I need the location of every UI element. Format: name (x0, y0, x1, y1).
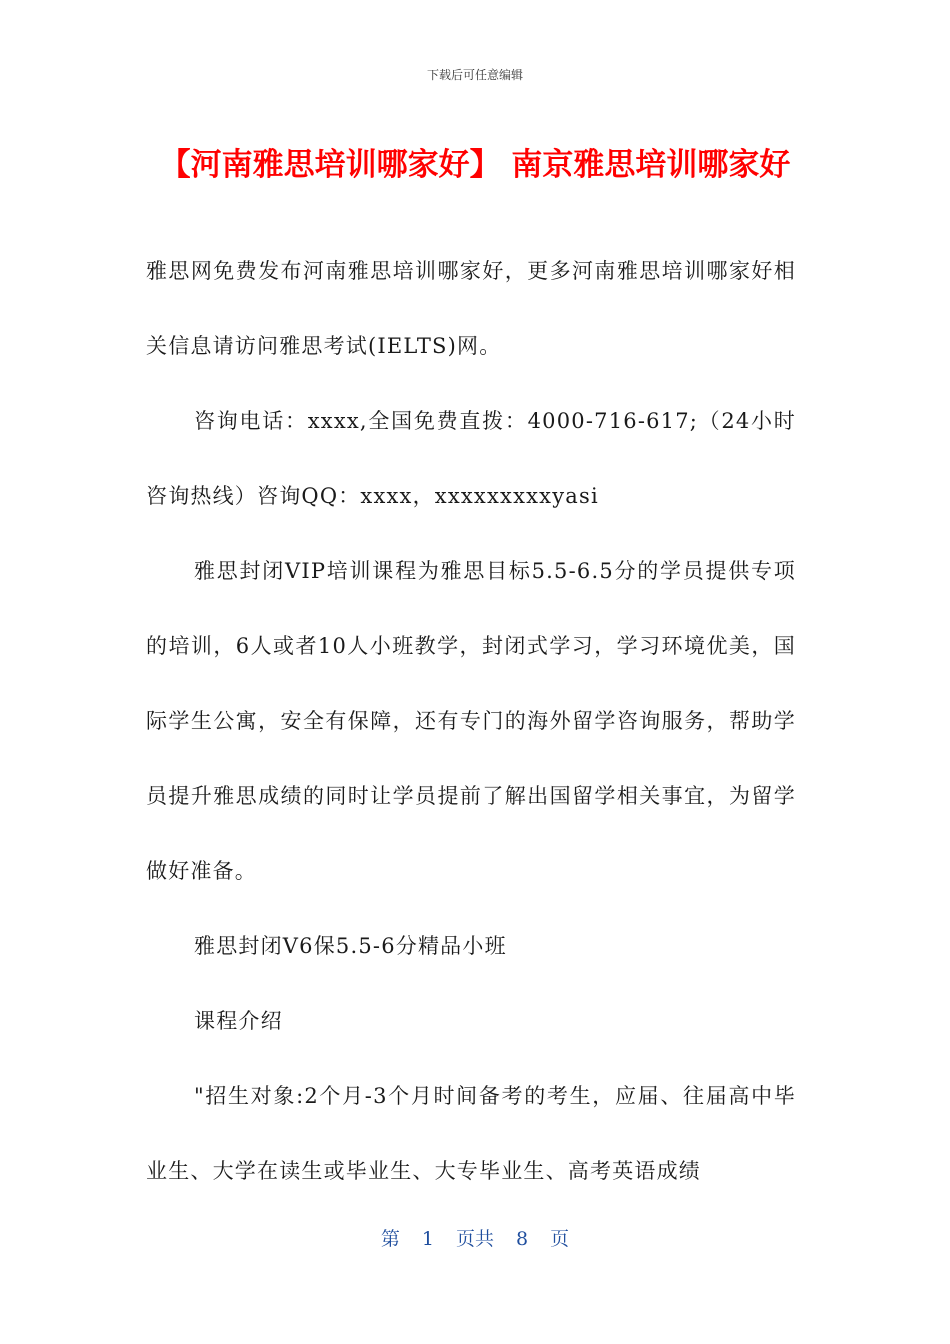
document-title: 【河南雅思培训哪家好】 南京雅思培训哪家好 (159, 147, 791, 183)
footer-middle: 页共 (455, 1228, 494, 1250)
paragraph-course-description: 雅思封闭VIP培训课程为雅思目标5.5-6.5分的学员提供专项的培训，6人或者10人小班教学，封闭式学习，学习环境优美，国际学生公寓，安全有保障，还有专门的海外留学咨询服务，帮助学员提升雅思成绩的同时让学员提前了解出国留学相关事宜，为留学做好准备。 (146, 559, 796, 883)
paragraph-enrollment-target: "招生对象:2个月-3个月时间备考的考生，应届、往届高中毕业生、大学在读生或毕业生、大专毕业生、高考英语成绩 (146, 1084, 796, 1183)
paragraph-intro: 雅思网免费发布河南雅思培训哪家好，更多河南雅思培训哪家好相关信息请访问雅思考试(IELTS)网。 (146, 259, 796, 358)
footer-current-page: 1 (421, 1228, 434, 1250)
paragraph-contact: 咨询电话：xxxx,全国免费直拨：4000-716-617;（24小时咨询热线）咨询QQ：xxxx，xxxxxxxxxyasi (146, 409, 796, 508)
page-footer (0, 1226, 950, 1252)
footer-prefix: 第 (380, 1228, 400, 1250)
page-header-note: 下载后可任意编辑 (426, 68, 523, 82)
footer-total-pages: 8 (516, 1228, 529, 1250)
document-body (146, 234, 796, 1209)
paragraph-class-name: 雅思封闭V6保5.5-6分精品小班 (194, 934, 507, 958)
paragraph-course-intro-heading: 课程介绍 (194, 1009, 283, 1033)
footer-suffix: 页 (550, 1228, 570, 1250)
